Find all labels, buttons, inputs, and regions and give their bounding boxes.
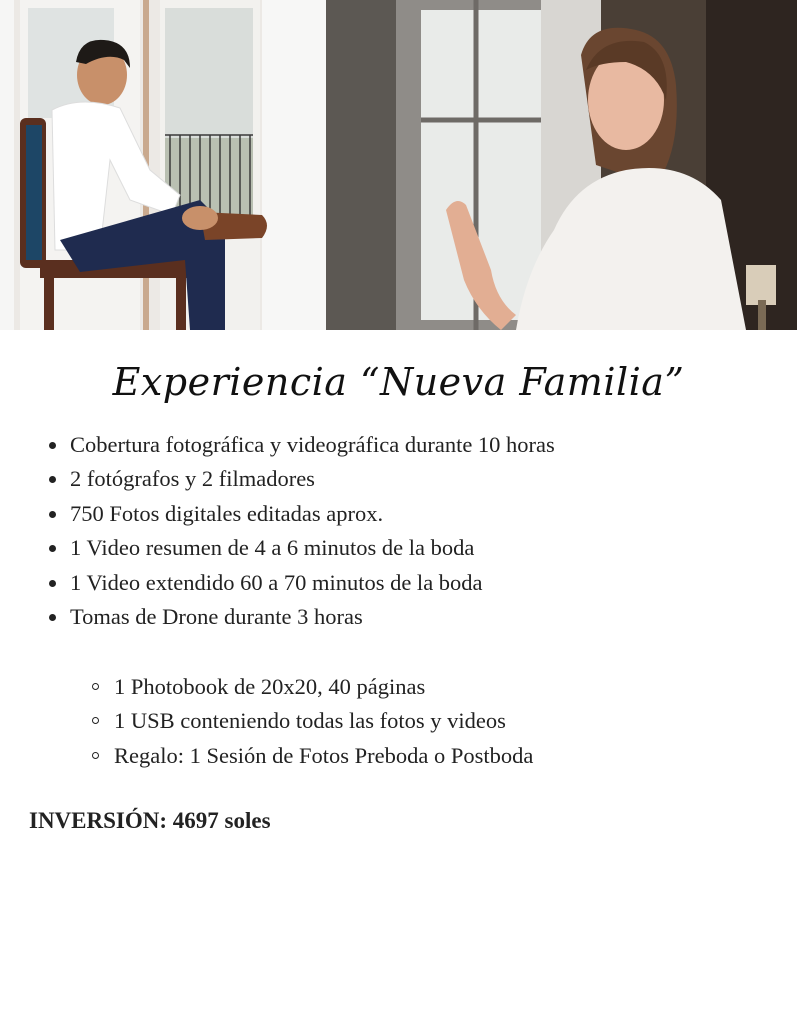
price-text: INVERSIÓN: 4697 soles <box>29 808 271 833</box>
list-item: 2 fotógrafos y 2 filmadores <box>70 462 555 496</box>
package-title: Experiencia “Nueva Familia” <box>112 360 685 404</box>
groom-photo <box>0 0 326 330</box>
list-item: Cobertura fotográfica y videográfica durante 10 horas <box>70 428 555 462</box>
features-list <box>70 428 555 634</box>
list-item: Tomas de Drone durante 3 horas <box>70 600 555 634</box>
list-item: 1 Photobook de 20x20, 40 páginas <box>114 670 533 704</box>
list-item: 1 Video extendido 60 a 70 minutos de la boda <box>70 566 555 600</box>
list-item: 1 Video resumen de 4 a 6 minutos de la boda <box>70 531 555 565</box>
list-item: Regalo: 1 Sesión de Fotos Preboda o Postboda <box>114 739 533 773</box>
extras-list <box>114 670 533 773</box>
list-item: 1 USB conteniendo todas las fotos y videos <box>114 704 533 738</box>
bride-photo <box>326 0 797 330</box>
photo-banner <box>0 0 797 330</box>
list-item: 750 Fotos digitales editadas aprox. <box>70 497 555 531</box>
